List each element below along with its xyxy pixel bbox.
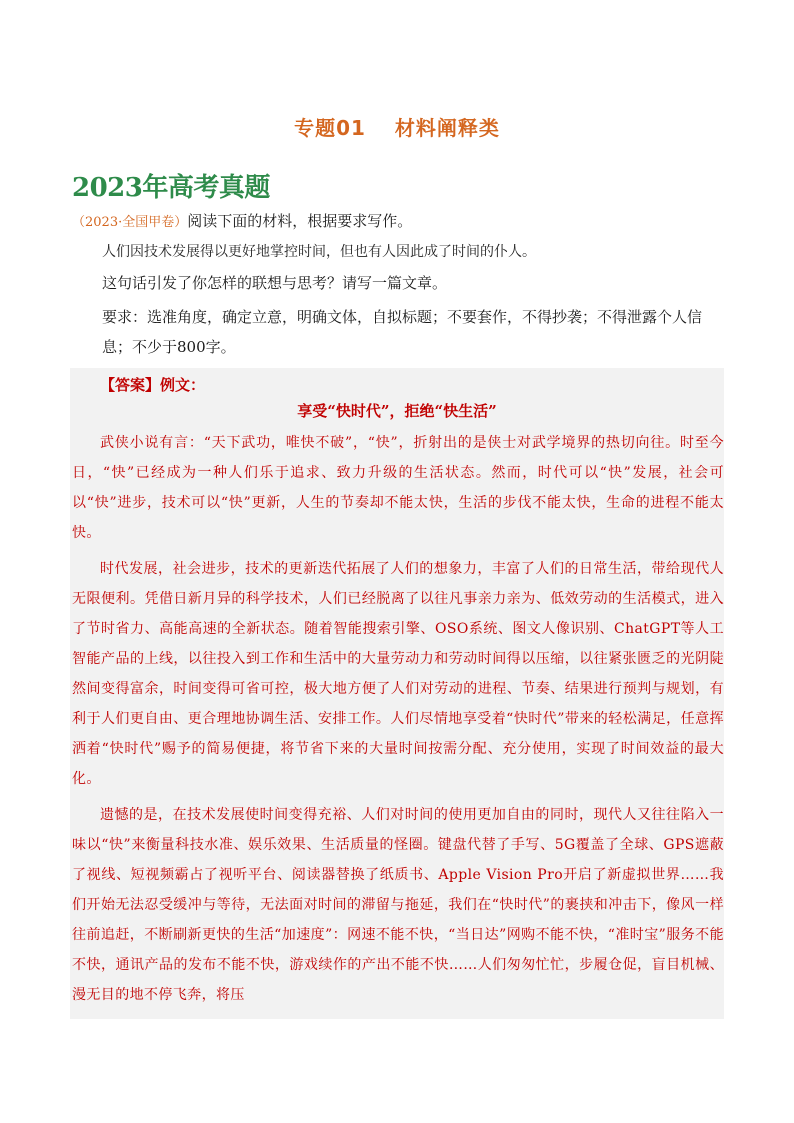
- question-source: [72, 210, 412, 231]
- writing-prompt: 这句话引发了你怎样的联想与思考？请写一篇文章。: [102, 274, 448, 292]
- essay-paragraph: 遗憾的是，在技术发展使时间变得充裕、人们对时间的使用更加自由的同时，现代人又往往陷入一味以“快”来衡量科技水准、娱乐效果、生活质量的怪圈。键盘代替了手写、5G覆盖了全球、GPS遮蔽了视线、短视频霸占了视听平台、阅读器替换了纸质书、Apple Vision Pro开启了新虚拟世界……我们开始无法忍受缓冲与等待，无法面对时间的滞留与拖延，我们在“快时代”的裹挟和冲击下，像风一样往前追赶，不断刷新更快的生活“加速度”：网速不能不快，“当日达”网购不能不快，“准时宝”服务不能不快，通讯产品的发布不能不快，游戏续作的产出不能不快……人们匆匆忙忙，步履仓促，盲目机械、漫无目的地不停飞奔，将压: [72, 807, 724, 1003]
- writing-requirement: [72, 302, 728, 362]
- material-text: 人们因技术发展得以更好地掌控时间，但也有人因此成了时间的仆人。: [102, 244, 536, 260]
- section-heading: 2023年高考真题: [72, 173, 270, 203]
- requirement-text: 要求：选准角度，确定立意，明确文体，自拟标题；不要套作，不得抄袭；不得泄露个人信息；不少于800字。: [102, 308, 703, 356]
- answer-box: [70, 368, 724, 1019]
- essay-title: 享受“快时代”，拒绝“快生活”: [297, 402, 497, 420]
- essay-paragraph: 武侠小说有言：“天下武功，唯快不破”，“快”，折射出的是侠士对武学境界的热切向往。时至今日，“快”已经成为一种人们乐于追求、致力升级的生活状态。然而，时代可以“快”发展，社会可以“快”进步，技术可以“快”更新，人生的节奏却不能太快，生活的步伐不能太快，生命的进程不能太快。: [72, 435, 724, 541]
- essay-paragraph: 时代发展，社会进步，技术的更新迭代拓展了人们的想象力，丰富了人们的日常生活，带给现代人无限便利。凭借日新月异的科学技术，人们已经脱离了以往凡事亲力亲为、低效劳动的生活模式，进入了节时省力、高能高速的全新状态。随着智能搜索引擎、OSO系统、图文人像识别、ChatGPT等人工智能产品的上线，以往投入到工作和生活中的大量劳动力和劳动时间得以压缩，以往紧张匮乏的光阴陡然间变得富余，时间变得可省可控，极大地方便了人们对劳动的进程、节奏、结果进行预判与规划，有利于人们更自由、更合理地协调生活、安排工作。人们尽情地享受着“快时代”带来的轻松满足，任意挥洒着“快时代”赐予的简易便捷，将节省下来的大量时间按需分配、充分使用，实现了时间效益的最大化。: [72, 561, 724, 787]
- exam-source-tag: （2023·全国甲卷）: [72, 215, 188, 230]
- question-instruction: 阅读下面的材料，根据要求写作。: [187, 212, 413, 230]
- answer-label: 【答案】例文：: [100, 376, 206, 394]
- document-title: 专题01 材料阐释类: [294, 116, 500, 140]
- essay-body: [72, 428, 724, 1016]
